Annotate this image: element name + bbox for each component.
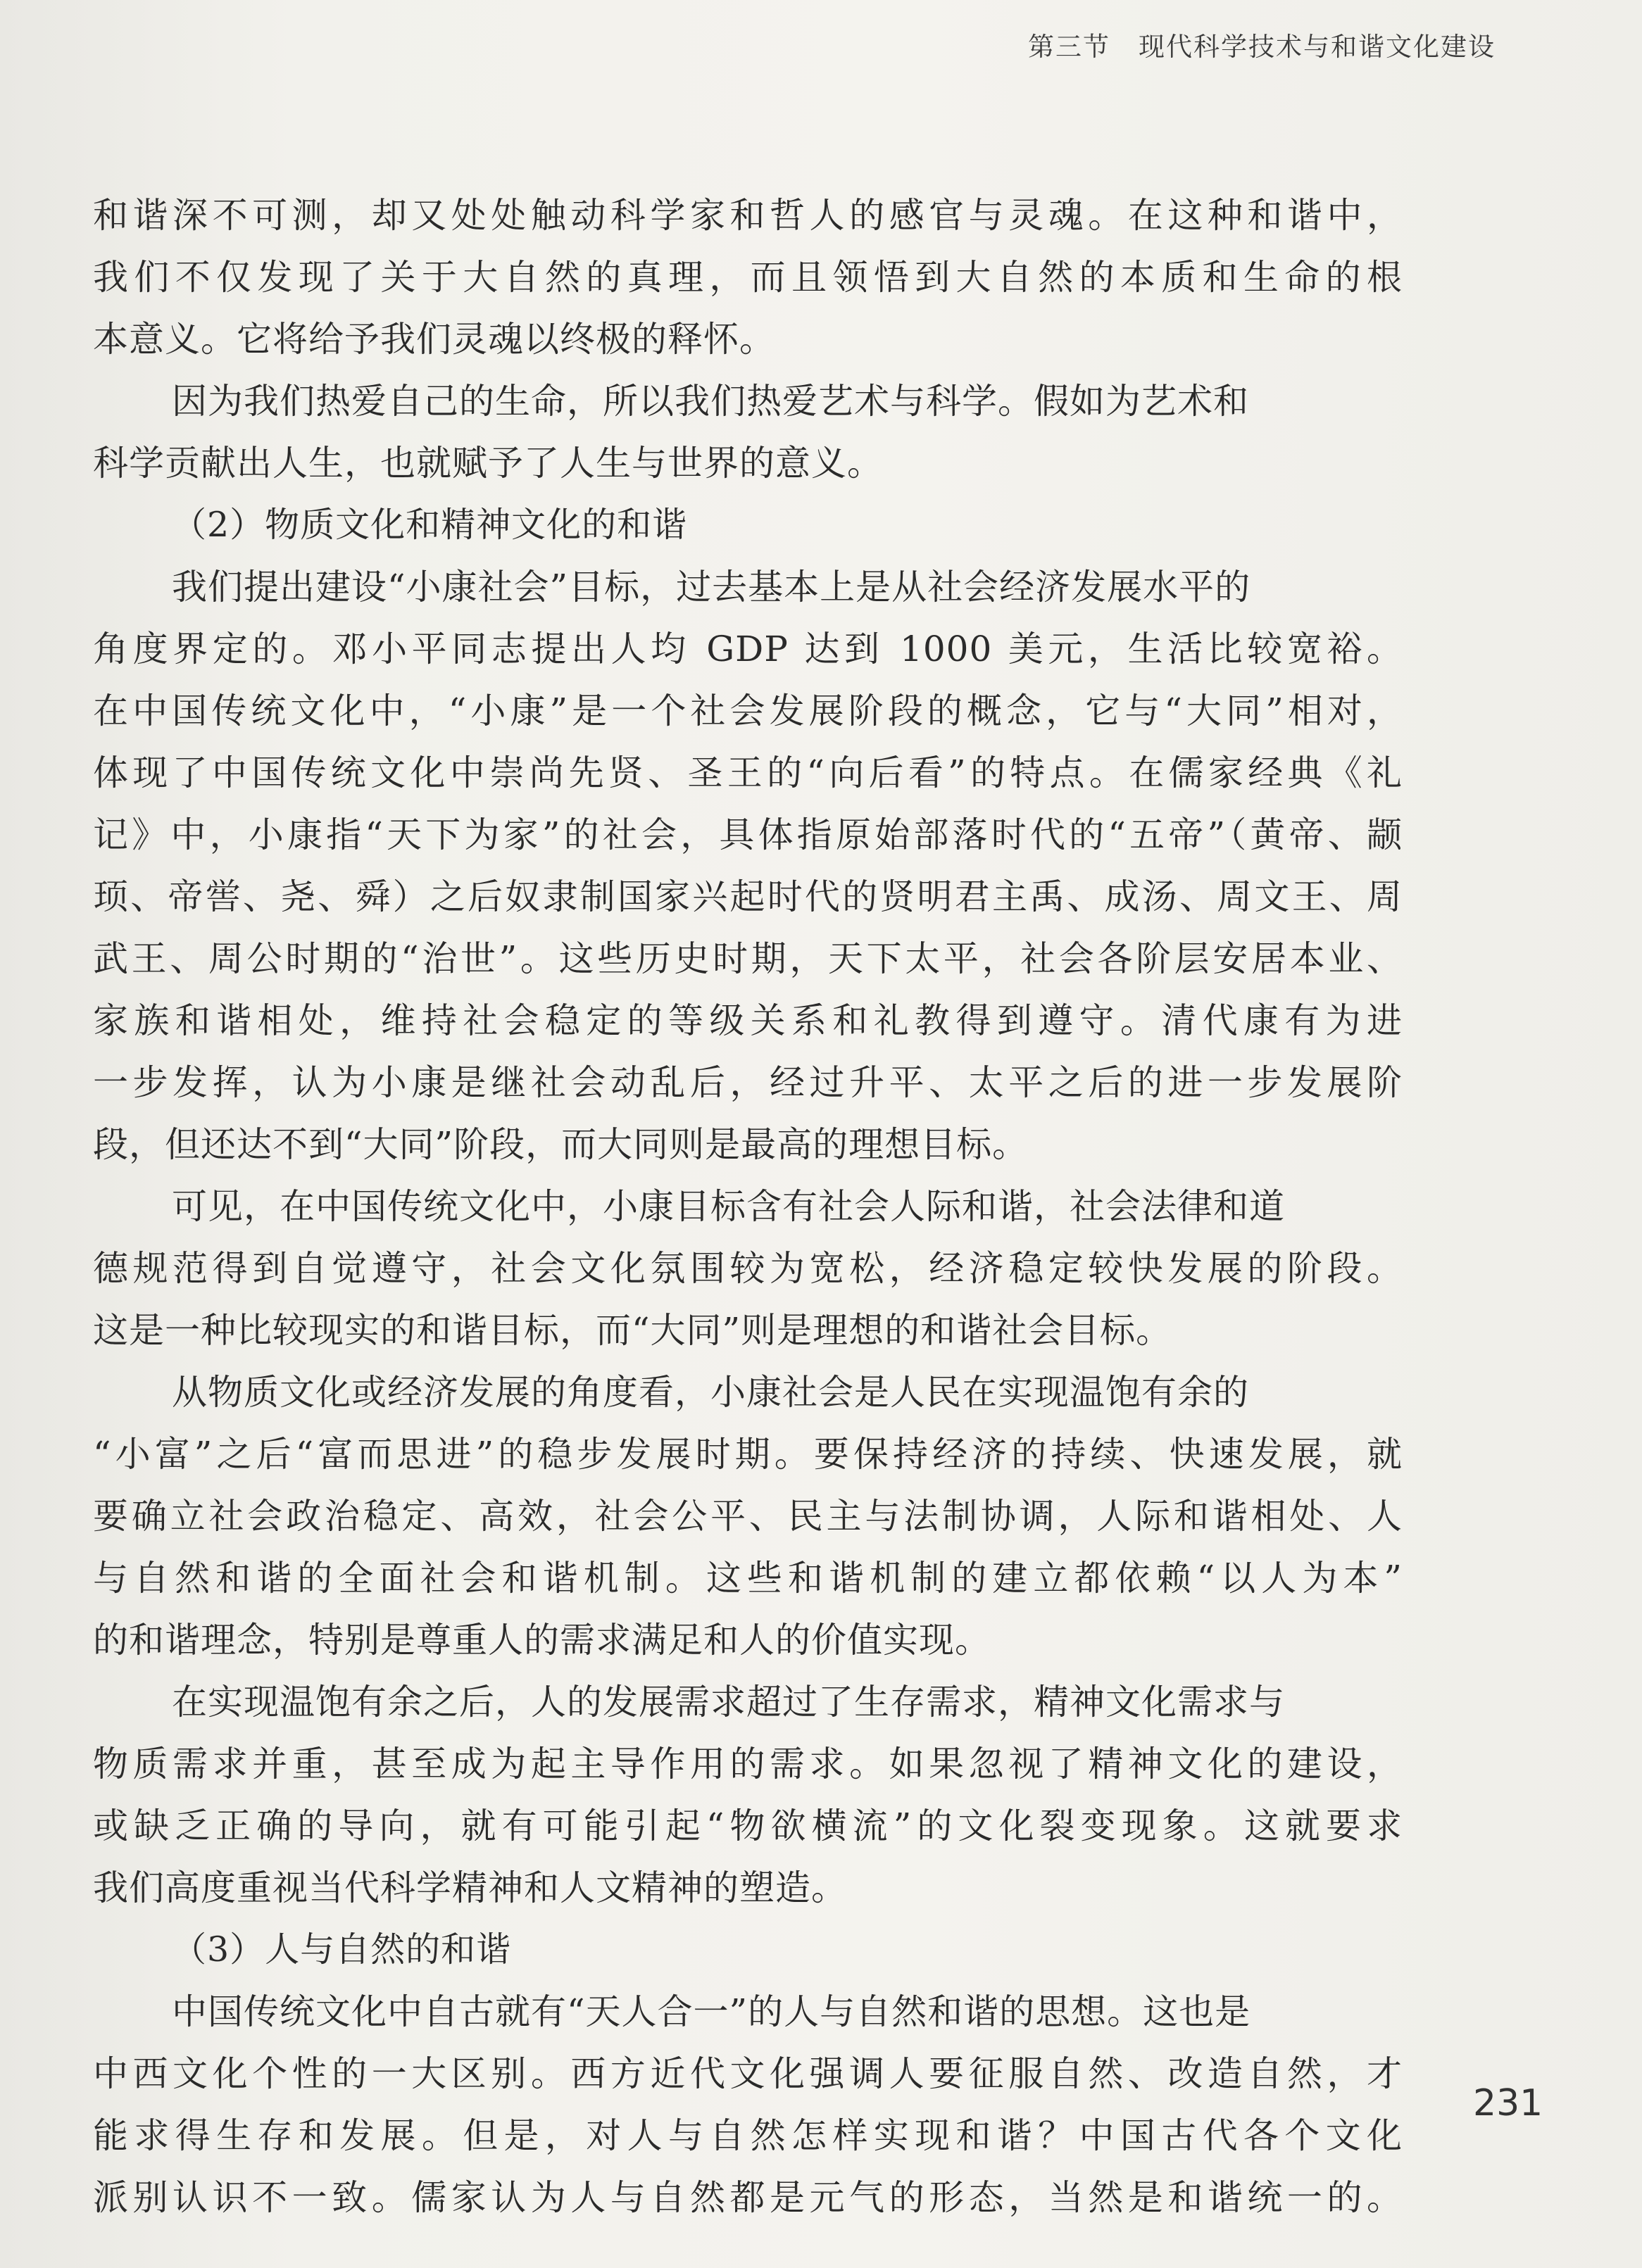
text-line: 因为我们热爱自己的生命，所以我们热爱艺术与科学。假如为艺术和 (172, 381, 1249, 422)
section-label: 第三节 (1028, 32, 1110, 62)
text-line: “小富”之后“富而思进”的稳步发展时期。要保持经济的持续、快速发展，就 (93, 1434, 1403, 1475)
page-number: 231 (1473, 2082, 1543, 2124)
text-line: 这是一种比较现实的和谐目标，而“大同”则是理想的和谐社会目标。 (93, 1310, 1172, 1351)
text-line: 中西文化个性的一大区别。西方近代文化强调人要征服自然、改造自然，才 (93, 2053, 1403, 2094)
subsection-heading: （3）人与自然的和谐 (172, 1929, 512, 1970)
subsection-heading: （2）物质文化和精神文化的和谐 (172, 505, 688, 545)
text-line: 记》中，小康指“天下为家”的社会，具体指原始部落时代的“五帝”（黄帝、颛 (93, 814, 1403, 855)
text-line: 顼、帝喾、尧、舜）之后奴隶制国家兴起时代的贤明君主禹、成汤、周文王、周 (93, 876, 1403, 917)
text-line: 德规范得到自觉遵守，社会文化氛围较为宽松，经济稳定较快发展的阶段。 (93, 1248, 1403, 1289)
text-line: 和谐深不可测，却又处处触动科学家和哲人的感官与灵魂。在这种和谐中， (93, 195, 1403, 236)
text-line: 要确立社会政治稳定、高效，社会公平、民主与法制协调，人际和谐相处、人 (93, 1496, 1403, 1537)
text-line: 或缺乏正确的导向，就有可能引起“物欲横流”的文化裂变现象。这就要求 (93, 1806, 1403, 1846)
text-line: 一步发挥，认为小康是继社会动乱后，经过升平、太平之后的进一步发展阶 (93, 1062, 1403, 1103)
text-line: 与自然和谐的全面社会和谐机制。这些和谐机制的建立都依赖“以人为本” (93, 1558, 1403, 1599)
text-line: 我们不仅发现了关于大自然的真理，而且领悟到大自然的本质和生命的根 (93, 257, 1403, 298)
text-line: 武王、周公时期的“治世”。这些历史时期，天下太平，社会各阶层安居本业、 (93, 938, 1403, 979)
text-line: 段，但还达不到“大同”阶段，而大同则是最高的理想目标。 (93, 1124, 1029, 1165)
text-line: 在实现温饱有余之后，人的发展需求超过了生存需求，精神文化需求与 (172, 1682, 1285, 1722)
text-line: 家族和谐相处，维持社会稳定的等级关系和礼教得到遵守。清代康有为进 (93, 1000, 1403, 1041)
text-line: 科学贡献出人生，也就赋予了人生与世界的意义。 (93, 443, 883, 484)
text-line: 中国传统文化中自古就有“天人合一”的人与自然和谐的思想。这也是 (172, 1991, 1251, 2032)
text-line: 我们高度重视当代科学精神和人文精神的塑造。 (93, 1867, 847, 1908)
text-line: 体现了中国传统文化中崇尚先贤、圣王的“向后看”的特点。在儒家经典《礼 (93, 752, 1403, 793)
text-line: 角度界定的。邓小平同志提出人均 GDP 达到 1000 美元，生活比较宽裕。 (93, 629, 1403, 669)
text-line: 本意义。它将给予我们灵魂以终极的释怀。 (93, 319, 775, 360)
text-line: 的和谐理念，特别是尊重人的需求满足和人的价值实现。 (93, 1620, 991, 1661)
body-text (93, 184, 1403, 2229)
text-line: 能求得生存和发展。但是，对人与自然怎样实现和谐？中国古代各个文化 (93, 2115, 1403, 2156)
text-line: 我们提出建设“小康社会”目标，过去基本上是从社会经济发展水平的 (172, 567, 1251, 607)
text-line: 在中国传统文化中，“小康”是一个社会发展阶段的概念，它与“大同”相对， (93, 691, 1403, 731)
section-title: 现代科学技术与和谐文化建设 (1139, 32, 1496, 62)
text-line: 物质需求并重，甚至成为起主导作用的需求。如果忽视了精神文化的建设， (93, 1744, 1403, 1784)
text-line: 从物质文化或经济发展的角度看，小康社会是人民在实现温饱有余的 (172, 1372, 1249, 1413)
text-line: 可见，在中国传统文化中，小康目标含有社会人际和谐，社会法律和道 (172, 1186, 1285, 1227)
running-header (1028, 25, 1563, 82)
text-line: 派别认识不一致。儒家认为人与自然都是元气的形态，当然是和谐统一的。 (93, 2177, 1403, 2218)
